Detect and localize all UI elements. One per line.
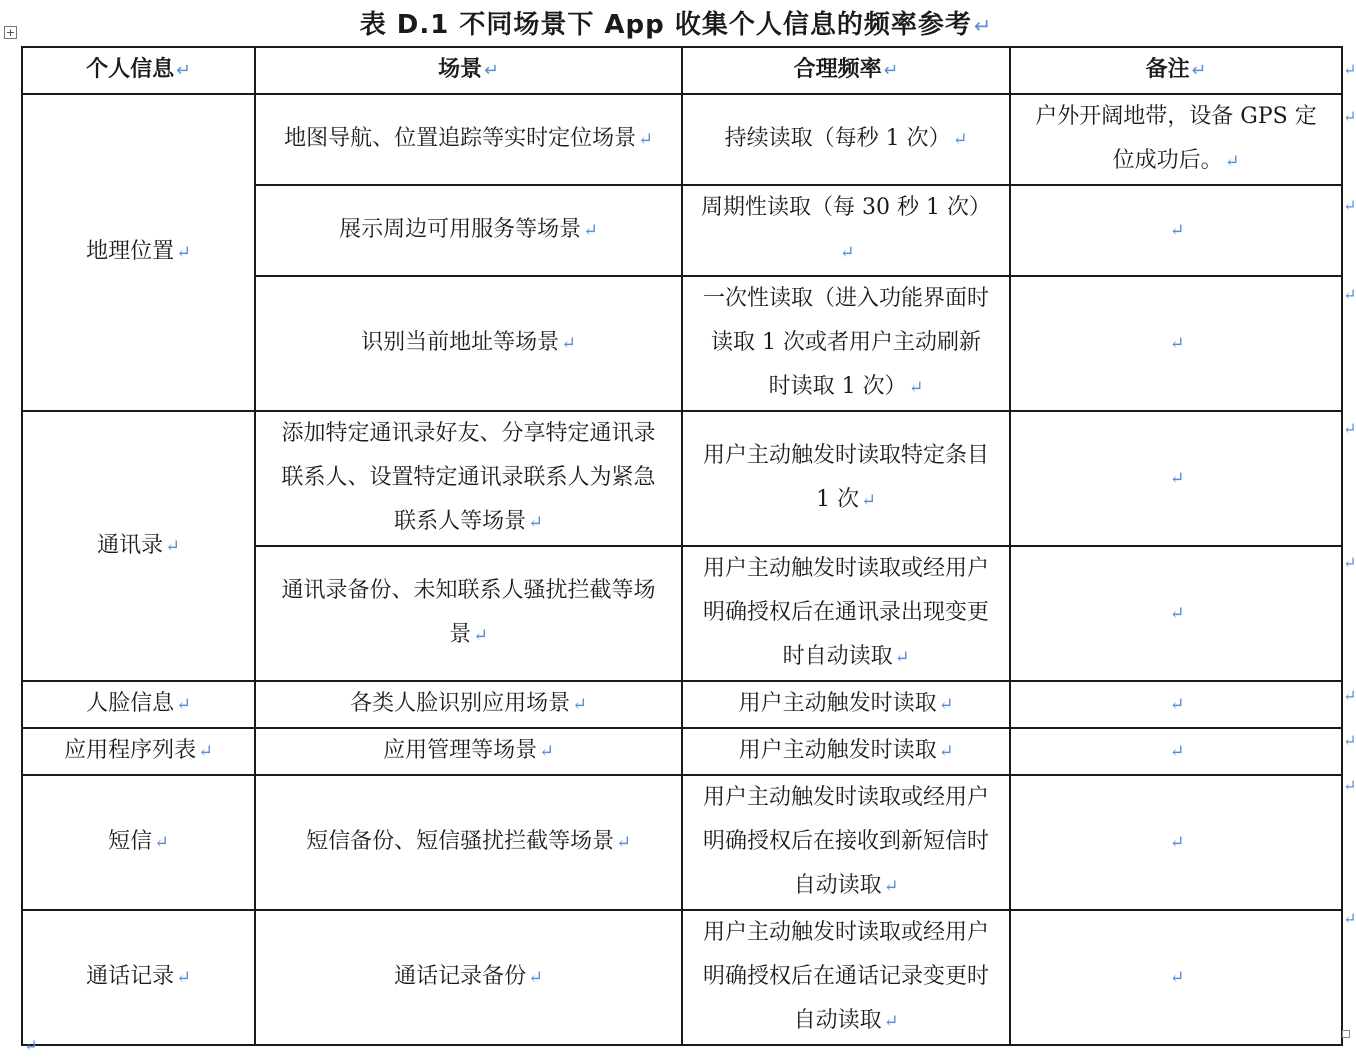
frequency-table xyxy=(21,46,1343,1046)
header-cell: 个人信息 ↵ xyxy=(22,47,255,94)
table-move-handle[interactable]: + xyxy=(5,26,16,39)
note-cell: ↵ xyxy=(1010,681,1342,728)
scene-cell: 各类人脸识别应用场景 ↵ xyxy=(255,681,682,728)
header-cell: 备注 ↵ xyxy=(1010,47,1342,94)
note-cell: ↵ xyxy=(1010,185,1342,276)
paragraph-mark-icon: ↵ xyxy=(973,14,993,38)
row-end-mark-icon: ↵ xyxy=(1343,285,1356,304)
freq-cell: 持续读取（每秒 1 次） ↵ xyxy=(682,94,1010,185)
info-cell: 人脸信息 ↵ xyxy=(22,681,255,728)
note-cell: ↵ xyxy=(1010,411,1342,546)
note-cell: ↵ xyxy=(1010,546,1342,681)
freq-cell: 用户主动触发时读取或经用户明确授权后在通讯录出现变更时自动读取 ↵ xyxy=(682,546,1010,681)
freq-cell: 用户主动触发时读取或经用户明确授权后在通话记录变更时自动读取 ↵ xyxy=(682,910,1010,1045)
table-row xyxy=(22,681,1342,728)
table-header-row xyxy=(22,47,1342,94)
row-end-mark-icon: ↵ xyxy=(1343,196,1356,215)
info-cell: 地理位置 ↵ xyxy=(22,94,255,411)
scene-cell: 通话记录备份 ↵ xyxy=(255,910,682,1045)
freq-cell: 周期性读取（每 30 秒 1 次）↵ xyxy=(682,185,1010,276)
table-title-text: 表 D.1 不同场景下 App 收集个人信息的频率参考 xyxy=(359,10,972,40)
info-cell: 通话记录 ↵ xyxy=(22,910,255,1045)
row-end-mark-icon: ↵ xyxy=(1343,107,1356,126)
table-row xyxy=(22,775,1342,910)
note-cell: ↵ xyxy=(1010,775,1342,910)
note-cell: ↵ xyxy=(1010,728,1342,775)
info-cell: 通讯录 ↵ xyxy=(22,411,255,681)
scene-cell: 短信备份、短信骚扰拦截等场景 ↵ xyxy=(255,775,682,910)
table-row xyxy=(22,910,1342,1045)
row-end-mark-icon: ↵ xyxy=(1343,553,1356,572)
scene-cell: 地图导航、位置追踪等实时定位场景 ↵ xyxy=(255,94,682,185)
table-row xyxy=(22,728,1342,775)
paragraph-mark-icon: ↵ xyxy=(24,1036,38,1055)
row-end-mark-icon: ↵ xyxy=(1343,419,1356,438)
freq-cell: 用户主动触发时读取 ↵ xyxy=(682,728,1010,775)
scene-cell: 通讯录备份、未知联系人骚扰拦截等场景 ↵ xyxy=(255,546,682,681)
note-cell: 户外开阔地带，设备 GPS 定位成功后。 ↵ xyxy=(1010,94,1342,185)
freq-cell: 用户主动触发时读取 ↵ xyxy=(682,681,1010,728)
scene-cell: 应用管理等场景 ↵ xyxy=(255,728,682,775)
table-row xyxy=(22,94,1342,185)
scene-cell: 识别当前地址等场景 ↵ xyxy=(255,276,682,411)
table-resize-handle[interactable] xyxy=(1342,1030,1350,1038)
note-cell: ↵ xyxy=(1010,276,1342,411)
row-end-mark-icon: ↵ xyxy=(1343,776,1356,795)
row-end-mark-icon: ↵ xyxy=(1343,60,1356,79)
header-cell: 合理频率 ↵ xyxy=(682,47,1010,94)
row-end-mark-icon: ↵ xyxy=(1343,731,1356,750)
info-cell: 短信 ↵ xyxy=(22,775,255,910)
freq-cell: 用户主动触发时读取特定条目 1 次 ↵ xyxy=(682,411,1010,546)
row-end-mark-icon: ↵ xyxy=(1343,909,1356,928)
header-cell: 场景 ↵ xyxy=(255,47,682,94)
note-cell: ↵ xyxy=(1010,910,1342,1045)
scene-cell: 添加特定通讯录好友、分享特定通讯录联系人、设置特定通讯录联系人为紧急联系人等场景 ↵ xyxy=(255,411,682,546)
freq-cell: 用户主动触发时读取或经用户明确授权后在接收到新短信时自动读取 ↵ xyxy=(682,775,1010,910)
table-row xyxy=(22,411,1342,546)
scene-cell: 展示周边可用服务等场景 ↵ xyxy=(255,185,682,276)
freq-cell: 一次性读取（进入功能界面时读取 1 次或者用户主动刷新时读取 1 次） ↵ xyxy=(682,276,1010,411)
table-title xyxy=(0,4,1352,41)
info-cell: 应用程序列表 ↵ xyxy=(22,728,255,775)
row-end-mark-icon: ↵ xyxy=(1343,686,1356,705)
